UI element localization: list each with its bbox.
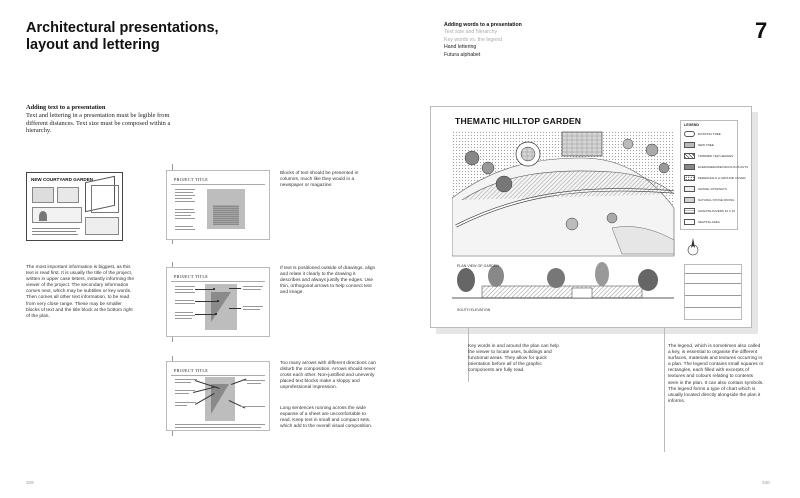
elevation-tree: [638, 269, 658, 291]
legend-label: SEATING AREA: [698, 220, 720, 224]
elevation-tree: [488, 265, 504, 287]
legend-swatch-new-tree: [684, 142, 695, 148]
legend-swatch-granite-pavers: [684, 208, 695, 214]
text-line: [32, 231, 76, 232]
chapter-title: [26, 20, 286, 54]
text-line: [175, 379, 197, 380]
legend-title: LEGEND: [684, 123, 699, 127]
garden-plan-drawing: [452, 128, 676, 322]
text-line: [175, 312, 193, 313]
folio-left: 326: [26, 480, 34, 485]
tree-sketch: [39, 211, 47, 221]
building-footprint: [562, 132, 602, 156]
text-line: [175, 198, 192, 199]
arrow: [195, 314, 215, 315]
project-sheet-messy: [166, 361, 270, 431]
text-line: [175, 212, 195, 213]
divider: [171, 184, 265, 185]
cube-sketch-inner: [91, 185, 119, 213]
elevation-tree: [595, 262, 609, 286]
section-heading: Adding text to a presentation: [26, 104, 106, 111]
text-line: [175, 427, 261, 428]
title-block: [684, 264, 742, 320]
arrow-dot: [217, 300, 219, 302]
text-line: [175, 195, 195, 196]
text-line: [175, 218, 195, 219]
text-line: [247, 383, 261, 384]
text-line: [175, 189, 195, 190]
text-line: [175, 393, 189, 394]
text-line: [175, 318, 192, 319]
text-line: [32, 234, 78, 235]
legend-label: EXISTING TREE: [698, 132, 721, 136]
text-line: [175, 424, 265, 425]
legend-swatch-perennials: [684, 175, 695, 181]
legend-label: NATURAL STONE PAVING: [698, 198, 735, 202]
arrow: [195, 301, 217, 302]
legend-swatch-seating: [684, 219, 695, 225]
arrow: [229, 288, 241, 289]
tree-canopy: [482, 162, 494, 174]
chapter-title-line-1: Architectural presentations,: [26, 20, 219, 36]
legend-label: TRIMMED YEW HEDGES: [698, 154, 734, 158]
arrow: [229, 308, 241, 309]
courtyard-plan-thumbnail: [26, 172, 123, 241]
elevation-building: [572, 288, 592, 298]
toc-item-adding-words[interactable]: Adding words to a presentation: [444, 22, 522, 28]
tree-canopy: [623, 139, 633, 149]
tree-canopy: [566, 218, 578, 230]
plan-excerpt: [32, 187, 54, 203]
note-columns: Blocks of text should be presented in columns, much like they would in a newspaper or magazine.: [280, 171, 359, 189]
toc-item-text-size[interactable]: Text size and hierarchy: [444, 29, 498, 36]
project-title: PROJECT TITLE: [174, 368, 209, 373]
text-line: [175, 303, 195, 304]
text-line: [175, 402, 196, 403]
project-title: PROJECT TITLE: [174, 177, 209, 182]
text-line: [175, 286, 195, 287]
divider: [171, 375, 265, 376]
text-line: [243, 309, 260, 310]
text-line: [175, 289, 193, 290]
text-line: [175, 300, 194, 301]
text-line: [175, 229, 195, 230]
note-arrows-1: Too many arrows with different directions can disturb the composition. Arrows should never cross each other. Non-justified and unevenly placed text blocks make a sloppy and unprofessional impression.: [280, 361, 376, 391]
note-keywords: Key words in and around the plan can help the viewer to locate uses, buildings and functional areas. They allow for quick orientation before all of the graphic components are fully read.: [468, 344, 559, 374]
perspective-excerpt: [85, 217, 119, 235]
legend-swatch-existing-tree: [684, 131, 695, 137]
note-legend: The legend, which is sometimes also called a key, is essential to organise the different surfaces, materials and textures occurring in a plan. The legend contains small squares or rectangles, each filled with excerpts of textures and colours relating to contents seen in the plan. It can also contain symbols. The legend forms a type of chart which is usually located directly alongside the plan it informs.: [668, 344, 764, 404]
project-title: PROJECT TITLE: [174, 274, 209, 279]
text-line: [243, 286, 263, 287]
section-excerpt: [57, 187, 79, 203]
legend-swatch-gravel: [684, 186, 695, 192]
courtyard-title: NEW COURTYARD GARDEN: [31, 177, 94, 182]
legend-label: GRAVEL PATHWAYS: [698, 187, 727, 191]
elevation-hedge: [482, 286, 642, 298]
text-line: [175, 292, 195, 293]
north-arrow-icon: [686, 236, 700, 258]
legend-swatch-yew-hedges: [684, 153, 695, 159]
legend-swatch-stone-paving: [684, 197, 695, 203]
toc-item-hand-lettering[interactable]: Hand lettering: [444, 44, 477, 51]
note-hierarchy: The most important information is biggest, as this text is read first. It is usually the title of the project, written in upper case letters, instantly informing the viewer of the project. The secondary information comes next, which may be subtitles or key words. Then comes all other text information, to be read from very close range. These may be smaller blocks of text and the title block at the bottom right of the plan.: [26, 265, 134, 319]
folio-right: 330: [762, 480, 770, 485]
text-line: [175, 209, 194, 210]
plan-view-label: PLAN VIEW OF GARDEN: [457, 264, 499, 268]
text-line: [175, 382, 191, 383]
section-body: Text and lettering in a presentation must be legible from different distances. Text size must be composed within a hierarchy.: [26, 112, 171, 135]
round-terrace-inner: [521, 147, 535, 161]
plan-title: THEMATIC HILLTOP GARDEN: [455, 116, 582, 126]
project-sheet-orthogonal: [166, 267, 270, 337]
tree-canopy: [496, 176, 512, 192]
text-line: [175, 315, 195, 316]
chapter-title-line-2: layout and lettering: [26, 37, 160, 53]
tree-canopy: [646, 144, 658, 156]
text-line: [175, 215, 191, 216]
text-line: [175, 390, 195, 391]
arrow: [195, 289, 213, 290]
callout-line: [664, 328, 665, 452]
text-line: [243, 306, 263, 307]
elevation-label: SOUTH ELEVATION: [457, 308, 491, 312]
elevation-tree: [457, 268, 475, 292]
legend-label: PERENNIALS & GROUND COVER: [698, 176, 746, 180]
tree-canopy: [659, 163, 669, 173]
legend-label: EVERGREEN/DECIDUOUS PLANTS: [698, 165, 749, 169]
text-line: [175, 192, 193, 193]
arrow-dot: [215, 313, 217, 315]
legend-swatch-plants: [684, 164, 695, 170]
legend-label: GRANITE PAVERS 10 X 10: [698, 209, 736, 213]
drawing-texture: [213, 205, 239, 225]
elevation-tree: [547, 268, 565, 288]
toc-item-key-words[interactable]: Key words vs. the legend: [444, 36, 502, 43]
tree-canopy: [607, 213, 617, 223]
tree-canopy: [465, 151, 479, 165]
note-arrows-2: Long sentences running across the wide expanse of a sheet are uncomfortable to read. Keep text in small and compact sets, which add to the overall visual composition.: [280, 406, 373, 430]
text-line: [175, 226, 193, 227]
arrow-dot: [213, 288, 215, 290]
text-line: [175, 405, 187, 406]
legend-label: NEW TREE: [698, 143, 714, 147]
toc-item-futura[interactable]: Futura alphabet: [444, 51, 481, 58]
chapter-toc: [444, 22, 522, 59]
project-sheet-columns: [166, 170, 270, 240]
divider: [171, 281, 265, 282]
text-line: [243, 289, 261, 290]
text-line: [243, 380, 265, 381]
chapter-number: 7: [755, 18, 768, 43]
text-line: [175, 201, 195, 202]
text-line: [32, 228, 80, 229]
note-orthogonal: If text is positioned outside of drawings, align and relate it clearly to the drawing it describes and always justify the edges. Use thin, orthogonal arrows to help connect text and image.: [280, 266, 376, 296]
text-line: [241, 406, 265, 407]
